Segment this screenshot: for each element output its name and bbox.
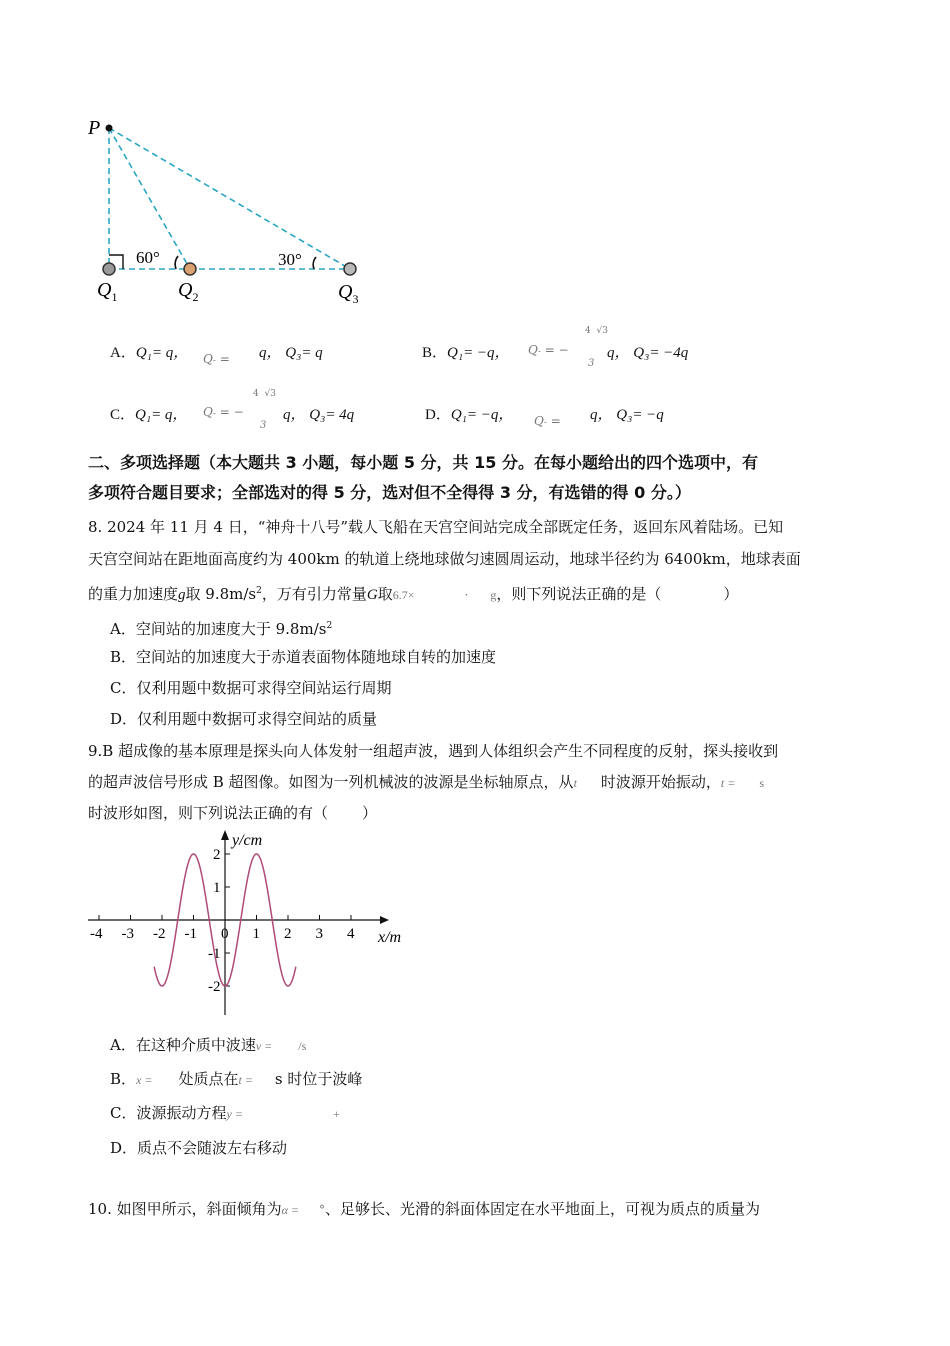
q8-option-d[interactable]: D．仅利用题中数据可求得空间站的质量 (110, 710, 378, 728)
q7-option-a-q3: q， Q₃= q (259, 345, 323, 361)
q7-option-b-q2: Q- = − (528, 343, 569, 357)
q8-option-b[interactable]: B．空间站的加速度大于赤道表面物体随地球自转的加速度 (110, 648, 497, 666)
q9-option-b[interactable]: B．x = 处质点在t = s 时位于波峰 (110, 1070, 363, 1088)
q8-stem-line1: 8. 2024 年 11 月 4 日，“神舟十八号”载人飞船在天宫空间站完成全部既定任务，返回东风着陆场。已知 (88, 518, 784, 536)
x-tick-label: 2 (284, 926, 292, 942)
angle-label-30: 30° (278, 250, 302, 269)
x-tick-label: -4 (90, 926, 103, 942)
charge-q1 (103, 263, 115, 275)
charge-q3 (344, 263, 356, 275)
q9-option-d[interactable]: D．质点不会随波左右移动 (110, 1139, 288, 1157)
angle-arc-30 (313, 257, 316, 269)
label-q1: $Q_1$ (97, 279, 118, 304)
q9-stem-line3: 时波形如图，则下列说法正确的有（ ） (88, 804, 378, 822)
x-axis-label: x/m (378, 929, 402, 946)
x-tick-label: 1 (252, 926, 260, 942)
x-tick-label: -2 (153, 926, 166, 942)
y-axis-arrow (221, 830, 229, 840)
q7-option-d-q3: q， Q₃= −q (590, 407, 664, 423)
q7-option-c[interactable]: C．Q₁= q， (110, 407, 188, 423)
x-axis-arrow (380, 916, 389, 924)
q7-option-c-q3: q， Q₃= 4q (283, 407, 355, 423)
x-tick-label: 3 (315, 926, 323, 942)
q7-option-b-frac-bottom: 3 (588, 358, 595, 369)
q7-option-d-q2: Q- = (534, 414, 561, 428)
y-tick-label: -1 (208, 946, 221, 962)
q7-option-a-q2: Q- = (203, 352, 230, 366)
q7-option-c-frac-bottom: 3 (260, 420, 267, 431)
q7-option-b-q3: q， Q₃= −4q (607, 345, 689, 361)
q8-option-c[interactable]: C．仅利用题中数据可求得空间站运行周期 (110, 679, 392, 697)
q8-stem-line3: 的重力加速度g取 $9.8m/s^2$，万有引力常量G取6.7× · g，则下列说法正确的是（ ） (88, 585, 739, 603)
x-tick-label: 4 (347, 926, 355, 942)
label-q2: $Q_2$ (178, 279, 199, 304)
y-axis-label: y/cm (232, 832, 263, 849)
charge-q2 (184, 263, 196, 275)
y-tick-label: 2 (213, 847, 221, 863)
q7-option-c-frac-top: 4 √3 (253, 389, 276, 399)
wave-chart (80, 825, 420, 1025)
section2-heading-line2: 多项符合题目要求；全部选对的得 5 分，选对但不全得得 3 分，有选错的得 0 分。） (88, 483, 691, 502)
label-q3: $Q_3$ (338, 281, 359, 306)
q9-option-c[interactable]: C．波源振动方程y = + (110, 1104, 340, 1122)
point-p (106, 125, 113, 132)
y-tick-label: 1 (213, 880, 221, 896)
q8-option-a[interactable]: A．空间站的加速度大于 $9.8m/s^2$ (110, 620, 333, 638)
y-tick-label: -2 (208, 979, 221, 995)
q7-option-b-frac-top: 4 √3 (585, 326, 608, 336)
q9-option-a[interactable]: A．在这种介质中波速v = /s (110, 1036, 307, 1054)
charge-triangle-figure (80, 110, 380, 310)
x-tick-label: -3 (121, 926, 134, 942)
q9-stem-line2: 的超声波信号形成 B 超图像。如图为一列机械波的波源是坐标轴原点，从t 时波源开始振动，t = s (88, 773, 765, 791)
q7-option-b[interactable]: B．Q₁= −q， (422, 345, 510, 361)
q8-stem-line2: 天宫空间站在距地面高度约为 400km 的轨道上绕地球做匀速圆周运动，地球半径约为 6400km，地球表面 (88, 550, 801, 568)
x-tick-label: -1 (184, 926, 197, 942)
section2-heading-line1: 二、多项选择题（本大题共 3 小题，每小题 5 分，共 15 分。在每小题给出的四个选项中，有 (88, 453, 758, 472)
angle-label-60: 60° (136, 248, 160, 267)
q10-stem-line1: 10. 如图甲所示，斜面倾角为α = °、足够长、光滑的斜面体固定在水平地面上，可视为质点的质量为 (88, 1200, 761, 1218)
label-p: P (88, 117, 101, 139)
x-tick-label: 0 (221, 926, 229, 942)
q7-option-a[interactable]: A．Q₁= q， (110, 345, 189, 361)
q9-stem-line1: 9.B 超成像的基本原理是探头向人体发射一组超声波，遇到人体组织会产生不同程度的反射，探头接收到 (88, 742, 779, 760)
angle-arc-60 (175, 256, 178, 269)
q7-option-c-q2: Q- = − (203, 405, 244, 419)
q7-option-d[interactable]: D．Q₁= −q， (425, 407, 514, 423)
